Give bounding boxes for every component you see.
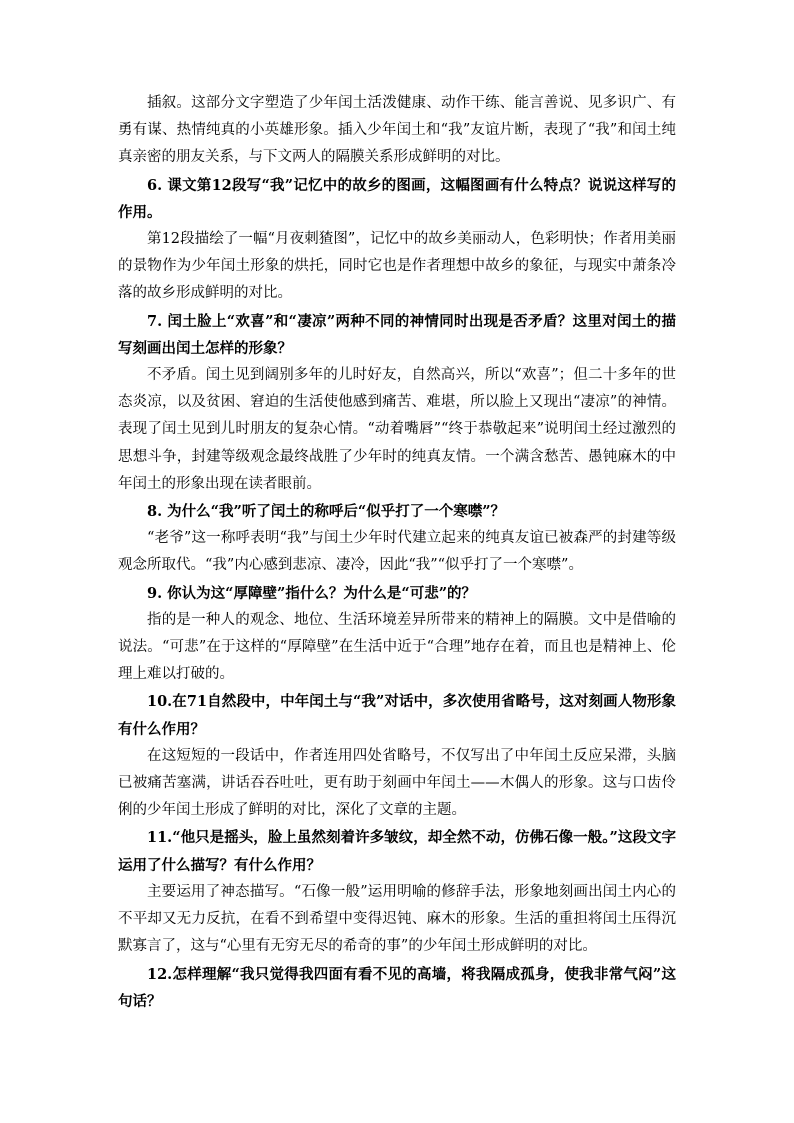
question-6: 6. 课文第12段写“我”记忆中的故乡的图画，这幅图画有什么特点？说说这样写的作用。 <box>118 176 676 221</box>
document-body <box>118 90 676 1015</box>
answer-paragraph: 插叙。这部分文字塑造了少年闰土活泼健康、动作干练、能言善说、见多识广、有勇有谋、热情纯真的小英雄形象。插入少年闰土和“我”友谊片断，表现了“我”和闰土纯真亲密的朋友关系，与下文两人的隔膜关系形成鲜明的对比。 <box>118 95 676 166</box>
answer-11: 主要运用了神态描写。“石像一般”运用明喻的修辞手法，形象地刻画出闰土内心的不平却又无力反抗，在看不到希望中变得迟钝、麻木的形象。生活的重担将闰土压得沉默寡言了，这与“心里有无穷无尽的希奇的事”的少年闰土形成鲜明的对比。 <box>118 883 676 955</box>
answer-8: “老爷”这一称呼表明“我”与闰土少年时代建立起来的纯真友谊已被森严的封建等级观念所取代。“我”内心感到悲凉、凄冷，因此“我”“似乎打了一个寒噤”。 <box>118 530 676 574</box>
answer-10: 在这短短的一段话中，作者连用四处省略号，不仅写出了中年闰土反应呆滞，头脑已被痛苦塞满，讲话吞吞吐吐，更有助于刻画中年闰土——木偶人的形象。这与口齿伶俐的少年闰土形成了鲜明的对比，深化了文章的主题。 <box>118 747 676 819</box>
question-9: 9. 你认为这“厚障壁”指什么？为什么是“可悲”的？ <box>147 584 477 602</box>
question-8: 8. 为什么“我”听了闰土的称呼后“似乎打了一个寒噤”？ <box>147 503 506 521</box>
question-7: 7. 闰土脸上“欢喜”和“凄凉”两种不同的神情同时出现是否矛盾？这里对闰土的描写刻画出闰土怎样的形象？ <box>118 312 676 357</box>
answer-9: 指的是一种人的观念、地位、生活环境差异所带来的精神上的隔膜。文中是借喻的说法。“可悲”在于这样的“厚障壁”在生活中近于“合理”地存在着，而且也是精神上、伦理上难以打破的。 <box>118 611 676 683</box>
answer-6: 第12段描绘了一幅“月夜刺猹图”，记忆中的故乡美丽动人，色彩明快；作者用美丽的景物作为少年闰土形象的烘托，同时它也是作者理想中故乡的象征，与现实中萧条冷落的故乡形成鲜明的对比。 <box>118 231 676 302</box>
question-12: 12.怎样理解“我只觉得我四面有看不见的高墙，将我隔成孤身，使我非常气闷”这句话？ <box>118 965 676 1010</box>
answer-7: 不矛盾。闰土见到阔别多年的儿时好友，自然高兴，所以“欢喜”；但二十多年的世态炎凉，以及贫困、窘迫的生活使他感到痛苦、难堪，所以脸上又现出“凄凉”的神情。表现了闰土见到儿时朋友的复杂心情。“动着嘴唇”“终于恭敬起来”说明闰土经过激烈的思想斗争，封建等级观念最终战胜了少年时的纯真友情。一个满含愁苦、愚钝麻木的中年闰土的形象出现在读者眼前。 <box>118 367 676 492</box>
question-10: 10.在71自然段中，中年闰土与“我”对话中，多次使用省略号，这对刻画人物形象有什么作用？ <box>118 693 676 738</box>
question-11: 11.“他只是摇头，脸上虽然刻着许多皱纹，却全然不动，仿佛石像一般。”这段文字运用了什么描写？有什么作用？ <box>118 829 676 874</box>
